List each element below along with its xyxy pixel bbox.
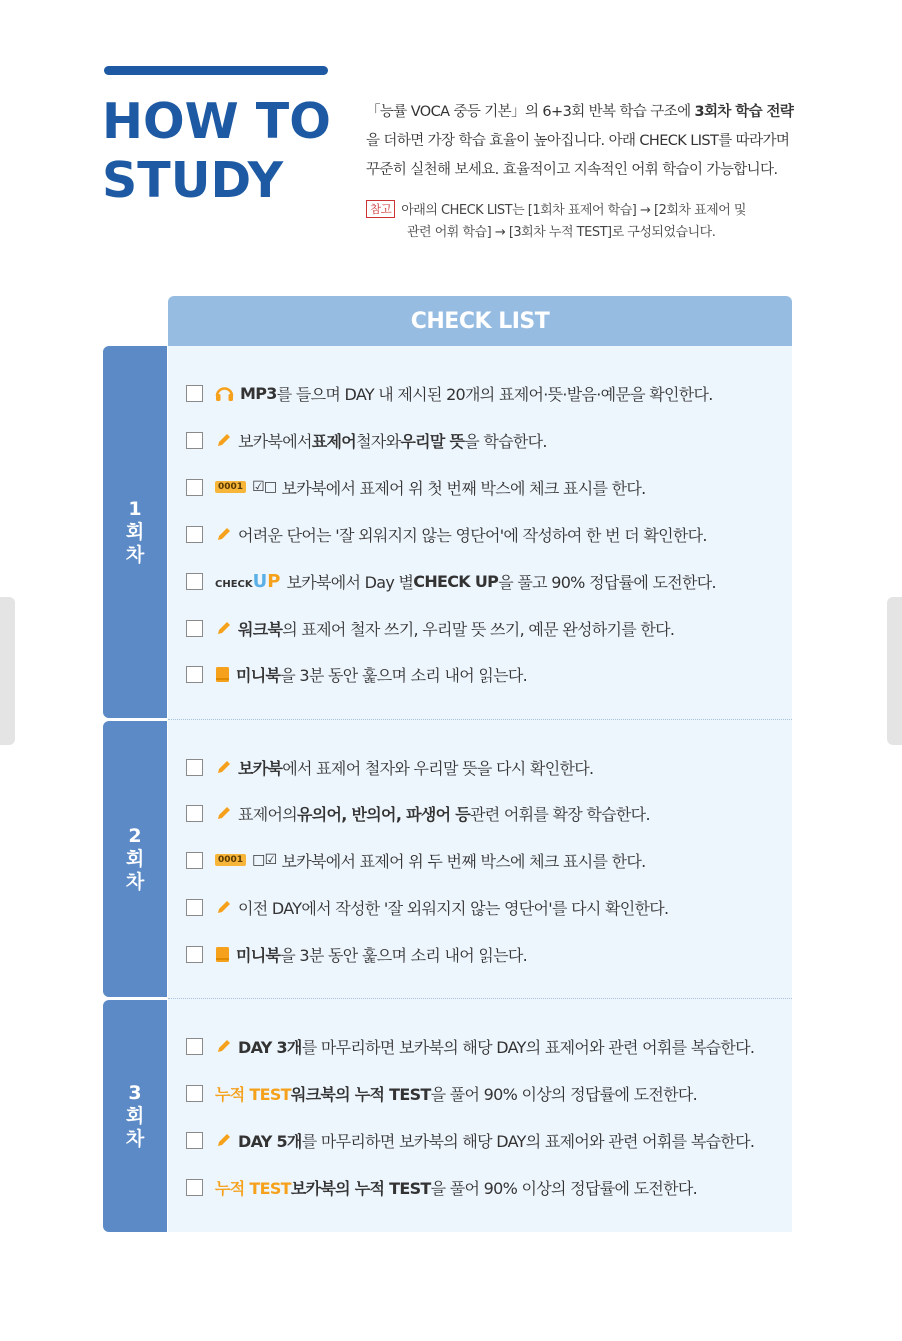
list-item: 미니북 을 3분 동안 훑으며 소리 내어 읽는다. — [186, 942, 527, 966]
section-divider — [168, 998, 792, 999]
item-checkbox[interactable] — [186, 759, 203, 776]
pencil-icon — [215, 1038, 232, 1055]
title-line-1: HOW TO — [102, 93, 331, 150]
note-line-1: 아래의 CHECK LIST는 [1회차 표제어 학습] → [2회차 표제어 및 — [401, 203, 746, 218]
list-item: MP3 를 들으며 DAY 내 제시된 20개의 표제어·뜻·발음·예문을 확인한다. — [186, 381, 713, 405]
intro-paragraph — [366, 98, 798, 185]
item-checkbox[interactable] — [186, 666, 203, 683]
item-checkbox[interactable] — [186, 385, 203, 402]
item-checkbox[interactable] — [186, 620, 203, 637]
list-item: 0001 □☑ 보카북에서 표제어 위 두 번째 박스에 체크 표시를 한다. — [186, 848, 646, 872]
item-checkbox[interactable] — [186, 1179, 203, 1196]
item-checkbox[interactable] — [186, 1132, 203, 1149]
section-divider — [168, 719, 792, 720]
note-line-2: 관련 어휘 학습] → [3회차 누적 TEST]로 구성되었습니다. — [407, 225, 716, 240]
pencil-icon — [215, 432, 232, 449]
item-checkbox[interactable] — [186, 479, 203, 496]
round-2-label: 2 회 차 — [103, 721, 167, 997]
pencil-icon — [215, 1132, 232, 1149]
word-number-badge: 0001 — [215, 481, 246, 493]
cumulative-test-label: 누적 TEST — [215, 1084, 291, 1104]
list-item: CHECK U P 보카북에서 Day 별 CHECK UP 을 풀고 90% 정답률에 도전한다. — [186, 569, 716, 593]
checkup-logo: CHECK U P — [215, 570, 281, 592]
word-number-badge: 0001 — [215, 854, 246, 866]
item-checkbox[interactable] — [186, 1085, 203, 1102]
item-checkbox[interactable] — [186, 852, 203, 869]
list-item: 0001 ☑□ 보카북에서 표제어 위 첫 번째 박스에 체크 표시를 한다. — [186, 475, 646, 499]
list-item: DAY 5개 를 마무리하면 보카북의 해당 DAY의 표제어와 관련 어휘를 복습한다. — [186, 1128, 754, 1152]
intro-bold: 3회차 학습 전략 — [694, 104, 794, 120]
item-checkbox[interactable] — [186, 899, 203, 916]
list-item: 보카북 에서 표제어 철자와 우리말 뜻을 다시 확인한다. — [186, 755, 593, 779]
item-checkbox[interactable] — [186, 573, 203, 590]
round-3-label: 3 회 차 — [103, 1000, 167, 1232]
list-item: DAY 3개 를 마무리하면 보카북의 해당 DAY의 표제어와 관련 어휘를 복습한다. — [186, 1034, 754, 1058]
list-item: 어려운 단어는 '잘 외워지지 않는 영단어'에 작성하여 한 번 더 확인한다. — [186, 522, 707, 546]
item-checkbox[interactable] — [186, 946, 203, 963]
list-item: 워크북 의 표제어 철자 쓰기, 우리말 뜻 쓰기, 예문 완성하기를 한다. — [186, 616, 674, 640]
prev-page-tab[interactable] — [0, 597, 15, 745]
list-item: 누적 TEST 워크북의 누적 TEST 을 풀어 90% 이상의 정답률에 도전한다. — [186, 1081, 697, 1105]
checklist-title: CHECK LIST — [168, 296, 792, 346]
headphones-icon — [215, 384, 234, 402]
intro-text-1: 「능률 VOCA 중등 기본」의 6+3회 반복 학습 구조에 — [366, 104, 695, 120]
cumulative-test-label: 누적 TEST — [215, 1178, 291, 1198]
checkbox-mark-icon: ☑□ — [252, 479, 277, 495]
checkbox-mark-icon: □☑ — [252, 852, 277, 868]
next-page-tab[interactable] — [887, 597, 902, 745]
pencil-icon — [215, 620, 232, 637]
list-item: 이전 DAY에서 작성한 '잘 외워지지 않는 영단어'를 다시 확인한다. — [186, 895, 668, 919]
book-icon — [215, 666, 230, 683]
pencil-icon — [215, 526, 232, 543]
note-box — [366, 200, 798, 244]
list-item: 보카북에서 표제어 철자와 우리말 뜻 을 학습한다. — [186, 428, 547, 452]
item-checkbox[interactable] — [186, 805, 203, 822]
note-tag: 참고 — [366, 200, 395, 218]
pencil-icon — [215, 805, 232, 822]
round-1-label: 1 회 차 — [103, 346, 167, 718]
list-item: 표제어의 유의어, 반의어, 파생어 등 관련 어휘를 확장 학습한다. — [186, 801, 650, 825]
intro-text-2: 을 더하면 가장 학습 효율이 높아집니다. 아래 CHECK LIST를 따라가며 꾸준히 실천해 보세요. 효율적이고 지속적인 어휘 학습이 가능합니다. — [366, 133, 790, 178]
list-item: 누적 TEST 보카북의 누적 TEST 을 풀어 90% 이상의 정답률에 도전한다. — [186, 1175, 697, 1199]
book-icon — [215, 946, 230, 963]
page-title — [102, 92, 331, 210]
title-line-2: STUDY — [102, 152, 284, 209]
item-checkbox[interactable] — [186, 432, 203, 449]
item-checkbox[interactable] — [186, 526, 203, 543]
title-accent-bar — [104, 66, 328, 75]
item-checkbox[interactable] — [186, 1038, 203, 1055]
list-item: 미니북 을 3분 동안 훑으며 소리 내어 읽는다. — [186, 662, 527, 686]
pencil-icon — [215, 899, 232, 916]
pencil-icon — [215, 759, 232, 776]
